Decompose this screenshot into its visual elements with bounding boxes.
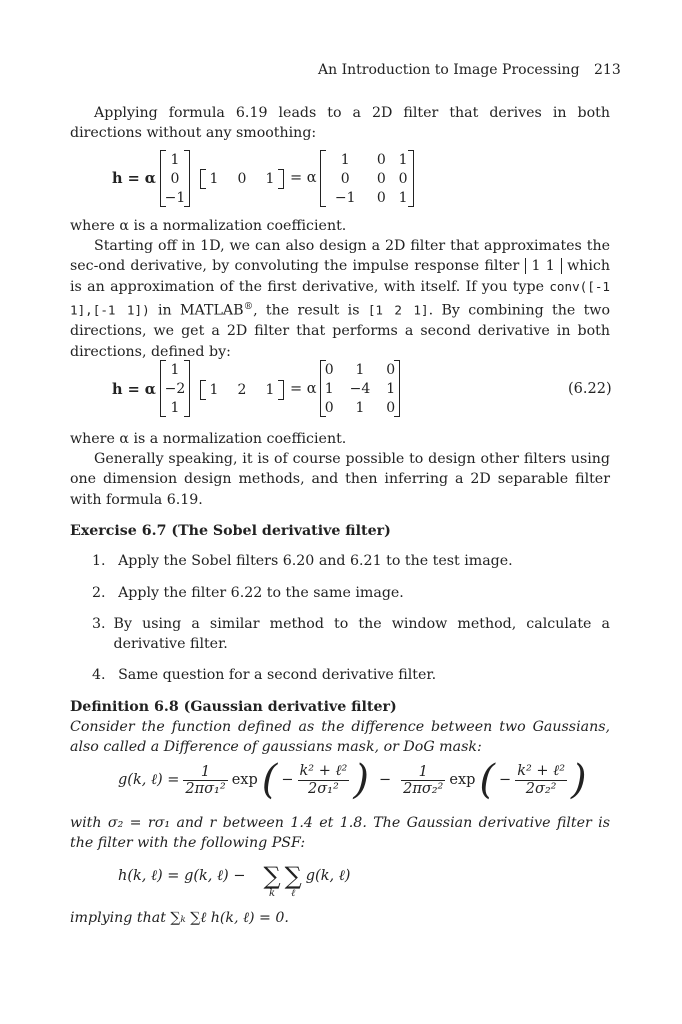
p2-text-b: which is an approximation of the first derivative, with itself. If you type [70, 258, 610, 295]
paragraph-3: Generally speaking, it is of course possible to design other filters using one dimension design methods, and then inferring a 2D separable filter with formula 6.19. [70, 451, 610, 508]
item-text: Same question for a second derivative filter. [118, 667, 437, 683]
psf-equation [118, 864, 350, 899]
sum-index-k: k [269, 888, 276, 899]
arg1-num: k² + ℓ² [299, 763, 348, 779]
eq1-lhs [112, 170, 156, 187]
minus-mid: − [378, 772, 392, 788]
running-title: An Introduction to Image Processing [318, 62, 580, 78]
minus-1: − [281, 772, 294, 788]
frac2-num: 1 [418, 763, 428, 780]
page-number: 213 [594, 62, 621, 78]
eq1-result-matrix [320, 150, 414, 207]
eq2-m10: 1 [324, 380, 334, 397]
sum-term: g(k, ℓ) [305, 868, 351, 884]
eq2-label: (6.22) [568, 381, 612, 397]
eq2-m12: 1 [386, 380, 396, 397]
p2-code-conv: conv([-1 1],[-1 1]) [70, 278, 610, 318]
eq2-row-0: 1 [209, 381, 219, 398]
eq2-m00: 0 [324, 361, 334, 378]
eq1-m20: −1 [334, 189, 356, 206]
eq1-m02: 1 [398, 151, 408, 168]
eq1-row-vector [200, 169, 284, 189]
eq1-m00: 1 [340, 151, 350, 168]
eq2-m02: 0 [386, 361, 396, 378]
eq1-column-vector [160, 150, 190, 207]
exp-1: exp [231, 772, 258, 788]
eq2-col-2: 1 [170, 399, 180, 416]
eq2-row-1: 2 [237, 381, 247, 398]
arg1-den: 2σ₁² [298, 780, 350, 797]
exp-2: exp [449, 772, 476, 788]
eq1-m10: 0 [340, 170, 350, 187]
item-text: Apply the Sobel filters 6.20 and 6.21 to the test image. [118, 553, 513, 569]
exercise-item-2 [92, 583, 610, 603]
psf-lhs: h(k, ℓ) = g(k, ℓ) − [118, 868, 246, 884]
where-1: where α is a normalization coefficient. [70, 218, 347, 234]
eq1-equals: = α [290, 170, 317, 186]
p2-code-result: [1 2 1] [367, 302, 429, 318]
implying-text: implying that ∑ₖ ∑ℓ h(k, ℓ) = 0. [70, 910, 289, 926]
exercise-item-3 [92, 614, 610, 655]
eq1-m11: 0 [376, 170, 386, 187]
eq1-row-1: 0 [237, 170, 247, 187]
definition-text: Consider the function defined as the difference between two Gaussians, also called a Difference of gaussians mask, or DoG mask: [70, 719, 610, 756]
sum-k [263, 864, 280, 899]
eq2-m21: 1 [355, 399, 365, 416]
eq1-row-2: 1 [265, 170, 275, 187]
p2-text-a: Starting off in 1D, we can also design a 2D filter that approximates the sec-ond derivative, by convoluting the impulse response filter [70, 238, 610, 275]
dog-frac-1 [183, 764, 227, 797]
definition-title: Definition 6.8 (Gaussian derivative filter) [70, 699, 397, 715]
exercise-item-4 [92, 665, 610, 685]
eq1-col-1: 0 [170, 170, 180, 187]
eq1-row-0: 1 [209, 170, 219, 187]
running-header [318, 62, 621, 78]
eq2-result-matrix [320, 360, 400, 417]
dog-equation [118, 757, 587, 803]
item-text: Apply the filter 6.22 to the same image. [118, 585, 404, 601]
p2-text-e: . By combining the two directions, we get a 2D filter that performs a second derivative in both directions, defined by: [70, 302, 610, 360]
arg2-den: 2σ₂² [515, 780, 567, 797]
item-number: 1. [92, 553, 106, 569]
sum-index-l: ℓ [291, 888, 296, 899]
paren-close-1: ) [353, 757, 369, 803]
eq2-m01: 1 [355, 361, 365, 378]
item-number: 2. [92, 585, 106, 601]
p2-text-d: , the result is [253, 302, 360, 319]
p2-text-c: in MATLAB [158, 302, 244, 319]
eq2-col-1: −2 [164, 380, 186, 397]
eq1-m12: 0 [398, 170, 408, 187]
eq1-m22: 1 [398, 189, 408, 206]
exercise-title: Exercise 6.7 (The Sobel derivative filter) [70, 523, 391, 539]
sigma-k: ∑ [263, 862, 281, 890]
paren-open-1: ( [261, 757, 278, 803]
dog-lhs: g(k, ℓ) = [118, 771, 180, 788]
frac1-num: 1 [200, 763, 211, 780]
item-text: By using a similar method to the window method, calculate a derivative filter. [113, 616, 610, 653]
eq1-lhs-text: h = α [112, 170, 156, 187]
frac1-den: 2πσ₁² [185, 780, 226, 797]
sigma-l: ∑ [284, 862, 302, 890]
frac2-den: 2πσ₂² [403, 780, 444, 797]
p2-filter: 1 1 [525, 258, 562, 274]
paren-open-2: ( [479, 757, 496, 803]
eq1-m21: 0 [376, 189, 386, 206]
paren-close-2: ) [571, 757, 587, 803]
eq2-m11: −4 [349, 380, 371, 397]
registered-mark: ® [243, 301, 254, 313]
eq2-lhs [112, 381, 156, 398]
with-text: with σ₂ = rσ₁ and r between 1.4 et 1.8. The Gaussian derivative filter is the filter with the following PSF: [70, 815, 610, 852]
eq1-col-0: 1 [170, 151, 180, 168]
item-number: 3. [92, 616, 106, 632]
item-number: 4. [92, 667, 106, 683]
minus-2: − [499, 772, 512, 788]
eq2-column-vector [160, 360, 190, 417]
where-2: where α is a normalization coefficient. [70, 431, 347, 447]
eq2-m20: 0 [324, 399, 334, 416]
sum-l [285, 864, 302, 899]
arg2-num: k² + ℓ² [517, 763, 566, 779]
paragraph-1: Applying formula 6.19 leads to a 2D filter that derives in both directions without any smoothing: [70, 105, 610, 142]
arg-frac-1 [298, 763, 350, 797]
eq2-lhs-text: h = α [112, 381, 156, 398]
arg-frac-2 [515, 763, 567, 797]
eq2-row-2: 1 [265, 381, 275, 398]
exercise-item-1 [92, 551, 610, 571]
paragraph-2 [70, 236, 610, 362]
eq2-col-0: 1 [170, 361, 180, 378]
eq1-col-2: −1 [164, 189, 186, 206]
eq1-m01: 0 [376, 151, 386, 168]
eq2-m22: 0 [386, 399, 396, 416]
eq2-equals: = α [290, 381, 317, 397]
dog-frac-2 [401, 764, 445, 797]
eq2-row-vector [200, 380, 284, 400]
